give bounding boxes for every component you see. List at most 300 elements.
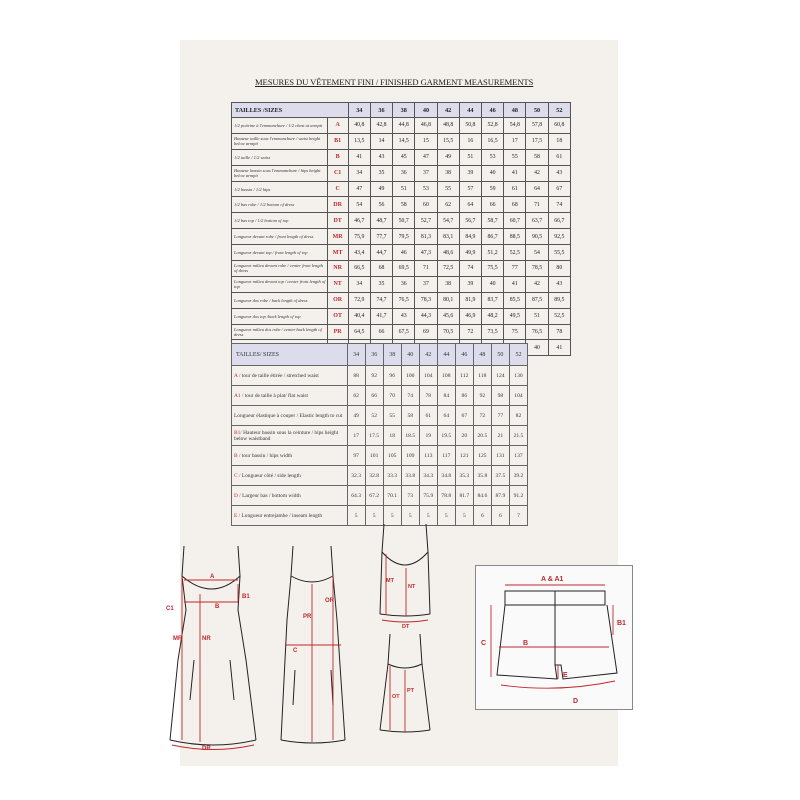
- size-header: 38: [383, 344, 401, 366]
- measurement-value: 104: [419, 366, 437, 386]
- measurement-value: 92: [365, 366, 383, 386]
- measurement-value: 117: [437, 446, 455, 466]
- measurement-label: 1/2 bas robe / 1/2 bottom of dress: [232, 197, 328, 213]
- table-row: [232, 165, 571, 181]
- measurement-value: 48,6: [437, 245, 459, 261]
- measurement-text: Longueur côté / side length: [241, 472, 301, 479]
- measurement-code: C: [327, 181, 348, 197]
- measurement-value: 69,5: [393, 261, 415, 277]
- measurement-value: 113: [419, 446, 437, 466]
- measurement-value: 42: [526, 276, 548, 292]
- measurement-value: 51: [393, 181, 415, 197]
- measurement-value: 34: [348, 276, 370, 292]
- top-front-sketch: [370, 520, 440, 630]
- measurement-value: 83,7: [482, 292, 504, 308]
- measurement-value: 21: [491, 426, 509, 446]
- measurement-value: 34: [348, 165, 370, 181]
- size-header: 48: [504, 103, 526, 118]
- measurement-value: 86: [455, 386, 473, 406]
- measurement-value: 48,8: [437, 118, 459, 134]
- measurement-value: 36: [393, 165, 415, 181]
- measurement-value: 49: [347, 406, 365, 426]
- measurement-value: 46,7: [348, 213, 370, 229]
- measurement-value: 67,5: [393, 324, 415, 340]
- measurement-value: 69: [415, 324, 437, 340]
- measurement-value: 55: [383, 406, 401, 426]
- measurement-value: 112: [455, 366, 473, 386]
- measurement-code: NT: [327, 276, 348, 292]
- label-B1-shorts: B1: [617, 620, 626, 627]
- table-row: [232, 118, 571, 134]
- size-header: 52: [548, 103, 570, 118]
- label-DR: DR: [202, 746, 211, 752]
- measurement-value: 61: [504, 181, 526, 197]
- measurement-value: 92,5: [548, 229, 570, 245]
- measurement-label: [232, 366, 348, 386]
- measurement-text: tour bassin / hips width: [241, 452, 293, 459]
- measurement-value: 52,7: [415, 213, 437, 229]
- measurement-value: 54,7: [437, 213, 459, 229]
- measurement-value: 32.8: [365, 466, 383, 486]
- measurement-value: 72,5: [437, 261, 459, 277]
- measurement-value: 52,8: [482, 118, 504, 134]
- measurement-value: 75,5: [482, 261, 504, 277]
- measurement-code: MR: [327, 229, 348, 245]
- measurement-value: 87,5: [526, 292, 548, 308]
- measurement-value: 5: [419, 506, 437, 526]
- dress-front-sketch: [160, 540, 270, 760]
- measurement-value: 6: [473, 506, 491, 526]
- measurement-value: 56,7: [459, 213, 481, 229]
- label-OR: OR: [325, 598, 334, 604]
- measurement-value: 104: [509, 386, 527, 406]
- table-row: [232, 149, 571, 165]
- measurement-value: 68: [370, 261, 392, 277]
- table-row: [232, 446, 528, 466]
- measurement-value: 77: [491, 406, 509, 426]
- measurement-value: 72,9: [348, 292, 370, 308]
- measurement-label: [232, 466, 348, 486]
- measurement-value: 60,7: [504, 213, 526, 229]
- table-row: [232, 276, 571, 292]
- measurement-value: 37.5: [491, 466, 509, 486]
- size-header: 40: [415, 103, 437, 118]
- size-header: 36: [370, 103, 392, 118]
- measurement-value: 41: [504, 165, 526, 181]
- label-PT: PT: [407, 688, 415, 694]
- measurement-value: 33.3: [383, 466, 401, 486]
- measurement-code: OR: [327, 292, 348, 308]
- measurement-value: 58,7: [482, 213, 504, 229]
- measurement-value: 55: [437, 181, 459, 197]
- measurement-value: 73: [401, 486, 419, 506]
- size-header: 36: [365, 344, 383, 366]
- table-row: [232, 261, 571, 277]
- measurement-value: 41: [548, 340, 570, 356]
- measurement-value: 130: [509, 366, 527, 386]
- label-NR: NR: [202, 636, 211, 642]
- measurement-value: 77,7: [370, 229, 392, 245]
- measurement-value: 17,5: [526, 133, 548, 149]
- table-row: [232, 324, 571, 340]
- table-row: [232, 366, 528, 386]
- measurement-value: 98: [491, 386, 509, 406]
- measurement-value: 91.2: [509, 486, 527, 506]
- measurement-value: 88: [347, 366, 365, 386]
- measurement-code: NR: [327, 261, 348, 277]
- measurement-value: 54: [348, 197, 370, 213]
- measurements-table-dress-top: [231, 102, 571, 356]
- measurement-value: 84.6: [473, 486, 491, 506]
- measurement-value: 80,1: [437, 292, 459, 308]
- measurement-label: Longueur milieu dos robe / center back length of dress: [232, 324, 328, 340]
- shorts-sketch: [475, 565, 631, 708]
- measurement-value: 5: [347, 506, 365, 526]
- measurement-value: 16: [459, 133, 481, 149]
- measurement-value: 57,8: [526, 118, 548, 134]
- measurement-value: 49: [370, 181, 392, 197]
- measurement-value: 35: [370, 276, 392, 292]
- measurement-value: 118: [473, 366, 491, 386]
- measurement-value: 59: [482, 181, 504, 197]
- measurement-value: 86,7: [482, 229, 504, 245]
- measurement-label: [232, 406, 348, 426]
- measurement-value: 35.8: [473, 466, 491, 486]
- measurement-value: 50,8: [459, 118, 481, 134]
- measurement-value: 43: [393, 308, 415, 324]
- measurement-code: D /: [234, 492, 241, 499]
- measurement-value: 19: [419, 426, 437, 446]
- measurement-value: 70: [383, 386, 401, 406]
- measurement-value: 62: [437, 197, 459, 213]
- measurement-text: Longueur élastique à couper / Elastic length to cut: [234, 412, 343, 419]
- measurement-label: [232, 386, 348, 406]
- measurement-label: [232, 506, 348, 526]
- measurement-code: B /: [234, 452, 241, 459]
- measurement-value: 92: [473, 386, 491, 406]
- size-header: 52: [509, 344, 527, 366]
- table-row: [232, 308, 571, 324]
- label-NT: NT: [408, 584, 416, 590]
- measurement-label: Longueur milieu devant top / center front length of top: [232, 276, 328, 292]
- measurement-label: [232, 426, 348, 446]
- measurement-value: 76,5: [526, 324, 548, 340]
- measurement-value: 87.9: [491, 486, 509, 506]
- measurement-value: 90,5: [526, 229, 548, 245]
- measurement-value: 5: [455, 506, 473, 526]
- measurement-value: 43: [548, 276, 570, 292]
- sizes-header-label: TAILLES/ SIZES: [232, 344, 348, 366]
- measurement-text: Largeur bas / bottom width: [242, 492, 301, 499]
- measurement-value: 19.5: [437, 426, 455, 446]
- measurement-value: 5: [401, 506, 419, 526]
- measurement-code: C /: [234, 472, 241, 479]
- measurement-value: 67: [548, 181, 570, 197]
- top-back-sketch: [370, 630, 440, 740]
- measurement-label: 1/2 poitrine à l'emmanchure / 1/2 chest at armpit: [232, 118, 328, 134]
- measurement-value: 109: [401, 446, 419, 466]
- measurement-value: 75,9: [348, 229, 370, 245]
- label-C: C: [293, 648, 298, 654]
- measurement-value: 71: [415, 261, 437, 277]
- measurement-value: 56: [370, 197, 392, 213]
- measurement-code: A: [327, 118, 348, 134]
- measurement-value: 45,6: [437, 308, 459, 324]
- measurement-value: 44,7: [370, 245, 392, 261]
- measurement-value: 74: [401, 386, 419, 406]
- label-B: B: [215, 604, 220, 610]
- measurement-value: 34.3: [419, 466, 437, 486]
- measurement-value: 18.5: [401, 426, 419, 446]
- measurement-value: 81,3: [415, 229, 437, 245]
- size-header: 40: [401, 344, 419, 366]
- size-header: 48: [473, 344, 491, 366]
- measurement-value: 40: [482, 276, 504, 292]
- measurement-value: 60,8: [548, 118, 570, 134]
- measurement-code: B1/: [234, 429, 242, 436]
- measurement-value: 21.5: [509, 426, 527, 446]
- sizes-header-label: TAILLES /SIZES: [232, 103, 349, 118]
- table-row: [232, 426, 528, 446]
- measurement-label: Longueur devant robe / front length of dress: [232, 229, 328, 245]
- measurement-value: 48,2: [482, 308, 504, 324]
- dress-back-sketch: [265, 540, 365, 750]
- measurement-value: 125: [473, 446, 491, 466]
- measurement-value: 64.3: [347, 486, 365, 506]
- measurement-value: 97: [347, 446, 365, 466]
- measurement-value: 89,5: [548, 292, 570, 308]
- table-row: [232, 197, 571, 213]
- table-row: [232, 245, 571, 261]
- measurement-value: 78,3: [415, 292, 437, 308]
- measurement-value: 47,3: [415, 245, 437, 261]
- measurement-value: 38: [437, 276, 459, 292]
- measurement-value: 75: [504, 324, 526, 340]
- measurement-value: 88,5: [504, 229, 526, 245]
- measurement-value: 70,5: [437, 324, 459, 340]
- measurement-label: 1/2 bassin / 1/2 hips: [232, 181, 328, 197]
- label-C-shorts: C: [481, 640, 487, 647]
- measurement-value: 66: [370, 324, 392, 340]
- label-MT: MT: [386, 578, 394, 584]
- measurement-value: 105: [383, 446, 401, 466]
- measurement-value: 44,8: [393, 118, 415, 134]
- measurement-value: 14: [370, 133, 392, 149]
- size-header: 42: [419, 344, 437, 366]
- table-row: [232, 486, 528, 506]
- measurement-value: 40,8: [348, 118, 370, 134]
- measurement-code: DT: [327, 213, 348, 229]
- measurement-value: 40: [482, 165, 504, 181]
- measurement-value: 85,5: [504, 292, 526, 308]
- table-row: [232, 213, 571, 229]
- measurement-value: 18: [548, 133, 570, 149]
- measurement-code: A1 /: [234, 392, 244, 399]
- measurement-value: 51: [459, 149, 481, 165]
- measurement-value: 70.1: [383, 486, 401, 506]
- measurement-value: 43: [548, 165, 570, 181]
- measurement-value: 44,3: [415, 308, 437, 324]
- table-row: [232, 181, 571, 197]
- measurement-code: OT: [327, 308, 348, 324]
- measurement-value: 73,5: [482, 324, 504, 340]
- measurement-label: Hauteur taille sous l'emmanchure / waist height below armpit: [232, 133, 328, 149]
- measurement-value: 66,7: [548, 213, 570, 229]
- measurement-label: Longueur dos robe / back length of dress: [232, 292, 328, 308]
- measurement-value: 7: [509, 506, 527, 526]
- size-header: 46: [455, 344, 473, 366]
- measurement-value: 50,7: [393, 213, 415, 229]
- measurement-value: 66,5: [348, 261, 370, 277]
- measurement-value: 124: [491, 366, 509, 386]
- table-header-row: [232, 344, 528, 366]
- measurement-value: 47: [415, 149, 437, 165]
- measurement-code: A /: [234, 372, 241, 379]
- size-header: 44: [437, 344, 455, 366]
- measurement-value: 5: [365, 506, 383, 526]
- measurement-value: 78,5: [526, 261, 548, 277]
- measurement-label: Longueur devant top / front length of top: [232, 245, 328, 261]
- measurement-value: 49,5: [504, 308, 526, 324]
- size-header: 46: [482, 103, 504, 118]
- measurement-value: 81,9: [459, 292, 481, 308]
- measurement-text: Hauteur bassin sous la ceinture / hips height below waistband: [234, 429, 339, 442]
- measurement-value: 42,8: [370, 118, 392, 134]
- measurement-value: 83,1: [437, 229, 459, 245]
- measurement-value: 82: [509, 406, 527, 426]
- label-OT: OT: [392, 694, 400, 700]
- measurement-value: 47: [348, 181, 370, 197]
- measurement-value: 35.3: [455, 466, 473, 486]
- measurement-value: 131: [491, 446, 509, 466]
- measurement-value: 137: [509, 446, 527, 466]
- measurement-value: 64: [526, 181, 548, 197]
- measurement-value: 66: [482, 197, 504, 213]
- measurement-value: 58: [526, 149, 548, 165]
- measurement-value: 78.8: [437, 486, 455, 506]
- measurement-value: 63,7: [526, 213, 548, 229]
- measurement-value: 80: [548, 261, 570, 277]
- measurement-value: 71: [526, 197, 548, 213]
- measurement-value: 39: [459, 165, 481, 181]
- size-header: 34: [347, 344, 365, 366]
- measurement-value: 15: [415, 133, 437, 149]
- measurement-value: 72: [473, 406, 491, 426]
- measurement-value: 60: [415, 197, 437, 213]
- measurement-value: 20.5: [473, 426, 491, 446]
- measurement-value: 100: [401, 366, 419, 386]
- measurement-value: 68: [504, 197, 526, 213]
- label-C1: C1: [166, 606, 174, 612]
- size-header: 50: [526, 103, 548, 118]
- measurement-value: 53: [482, 149, 504, 165]
- measurement-value: 40,4: [348, 308, 370, 324]
- table-header-row: [232, 103, 571, 118]
- measurement-value: 121: [455, 446, 473, 466]
- measurement-value: 54,8: [504, 118, 526, 134]
- measurement-value: 43: [370, 149, 392, 165]
- measurement-value: 52,5: [548, 308, 570, 324]
- measurement-label: Longueur milieu devant robe / center front length of dress: [232, 261, 328, 277]
- measurement-text: Longueur entrejambe / inseam length: [241, 512, 323, 519]
- measurement-value: 77: [504, 261, 526, 277]
- table-row: [232, 229, 571, 245]
- page-title: MESURES DU VÊTEMENT FINI / FINISHED GARMENT MEASUREMENTS: [255, 77, 534, 87]
- measurement-value: 72: [459, 324, 481, 340]
- measurement-label: Hauteur bassin sous l'emmanchure / hips height below armpit: [232, 165, 328, 181]
- label-B-shorts: B: [523, 640, 529, 647]
- label-PR: PR: [303, 614, 312, 620]
- measurement-value: 20: [455, 426, 473, 446]
- measurement-code: MT: [327, 245, 348, 261]
- measurement-value: 17: [347, 426, 365, 446]
- measurement-value: 75.9: [419, 486, 437, 506]
- measurement-label: Longueur dos top /back length of top: [232, 308, 328, 324]
- measurement-value: 67.2: [365, 486, 383, 506]
- measurement-value: 74: [548, 197, 570, 213]
- measurement-value: 67: [455, 406, 473, 426]
- measurement-code: DR: [327, 197, 348, 213]
- measurement-value: 66: [365, 386, 383, 406]
- label-A: A: [210, 574, 215, 580]
- measurement-value: 5: [437, 506, 455, 526]
- measurement-value: 55: [504, 149, 526, 165]
- measurement-value: 45: [393, 149, 415, 165]
- measurement-value: 17.5: [365, 426, 383, 446]
- measurement-value: 61: [548, 149, 570, 165]
- size-header: 44: [459, 103, 481, 118]
- measurement-value: 52,5: [504, 245, 526, 261]
- measurement-value: 13,5: [348, 133, 370, 149]
- measurement-value: 74,7: [370, 292, 392, 308]
- measurement-value: 33.8: [401, 466, 419, 486]
- measurement-value: 37: [415, 276, 437, 292]
- size-header: 50: [491, 344, 509, 366]
- measurement-value: 42: [526, 165, 548, 181]
- measurement-label: 1/2 bas top / 1/2 bottom of top: [232, 213, 328, 229]
- measurement-value: 35: [370, 165, 392, 181]
- measurement-value: 84: [437, 386, 455, 406]
- measurement-value: 34.8: [437, 466, 455, 486]
- measurement-code: B: [327, 149, 348, 165]
- measurement-label: [232, 446, 348, 466]
- measurement-label: [232, 486, 348, 506]
- measurement-value: 62: [347, 386, 365, 406]
- measurement-value: 52: [365, 406, 383, 426]
- measurements-table-shorts: [231, 343, 528, 526]
- measurement-value: 61: [419, 406, 437, 426]
- table-row: [232, 133, 571, 149]
- measurement-value: 14,5: [393, 133, 415, 149]
- measurement-value: 64: [437, 406, 455, 426]
- measurement-value: 84,9: [459, 229, 481, 245]
- label-D: D: [573, 698, 579, 705]
- measurement-code: PR: [327, 324, 348, 340]
- measurement-value: 49: [437, 149, 459, 165]
- measurement-value: 58: [401, 406, 419, 426]
- measurement-value: 101: [365, 446, 383, 466]
- measurement-text: tour de taille étirée / stretched waist: [241, 372, 319, 379]
- measurement-value: 76,5: [393, 292, 415, 308]
- measurement-value: 18: [383, 426, 401, 446]
- measurement-value: 78: [419, 386, 437, 406]
- measurement-value: 53: [415, 181, 437, 197]
- label-B1: B1: [242, 594, 250, 600]
- measurement-code: B1: [327, 133, 348, 149]
- label-E: E: [563, 672, 568, 679]
- label-A-A1: A & A1: [541, 576, 564, 583]
- measurement-value: 39: [459, 276, 481, 292]
